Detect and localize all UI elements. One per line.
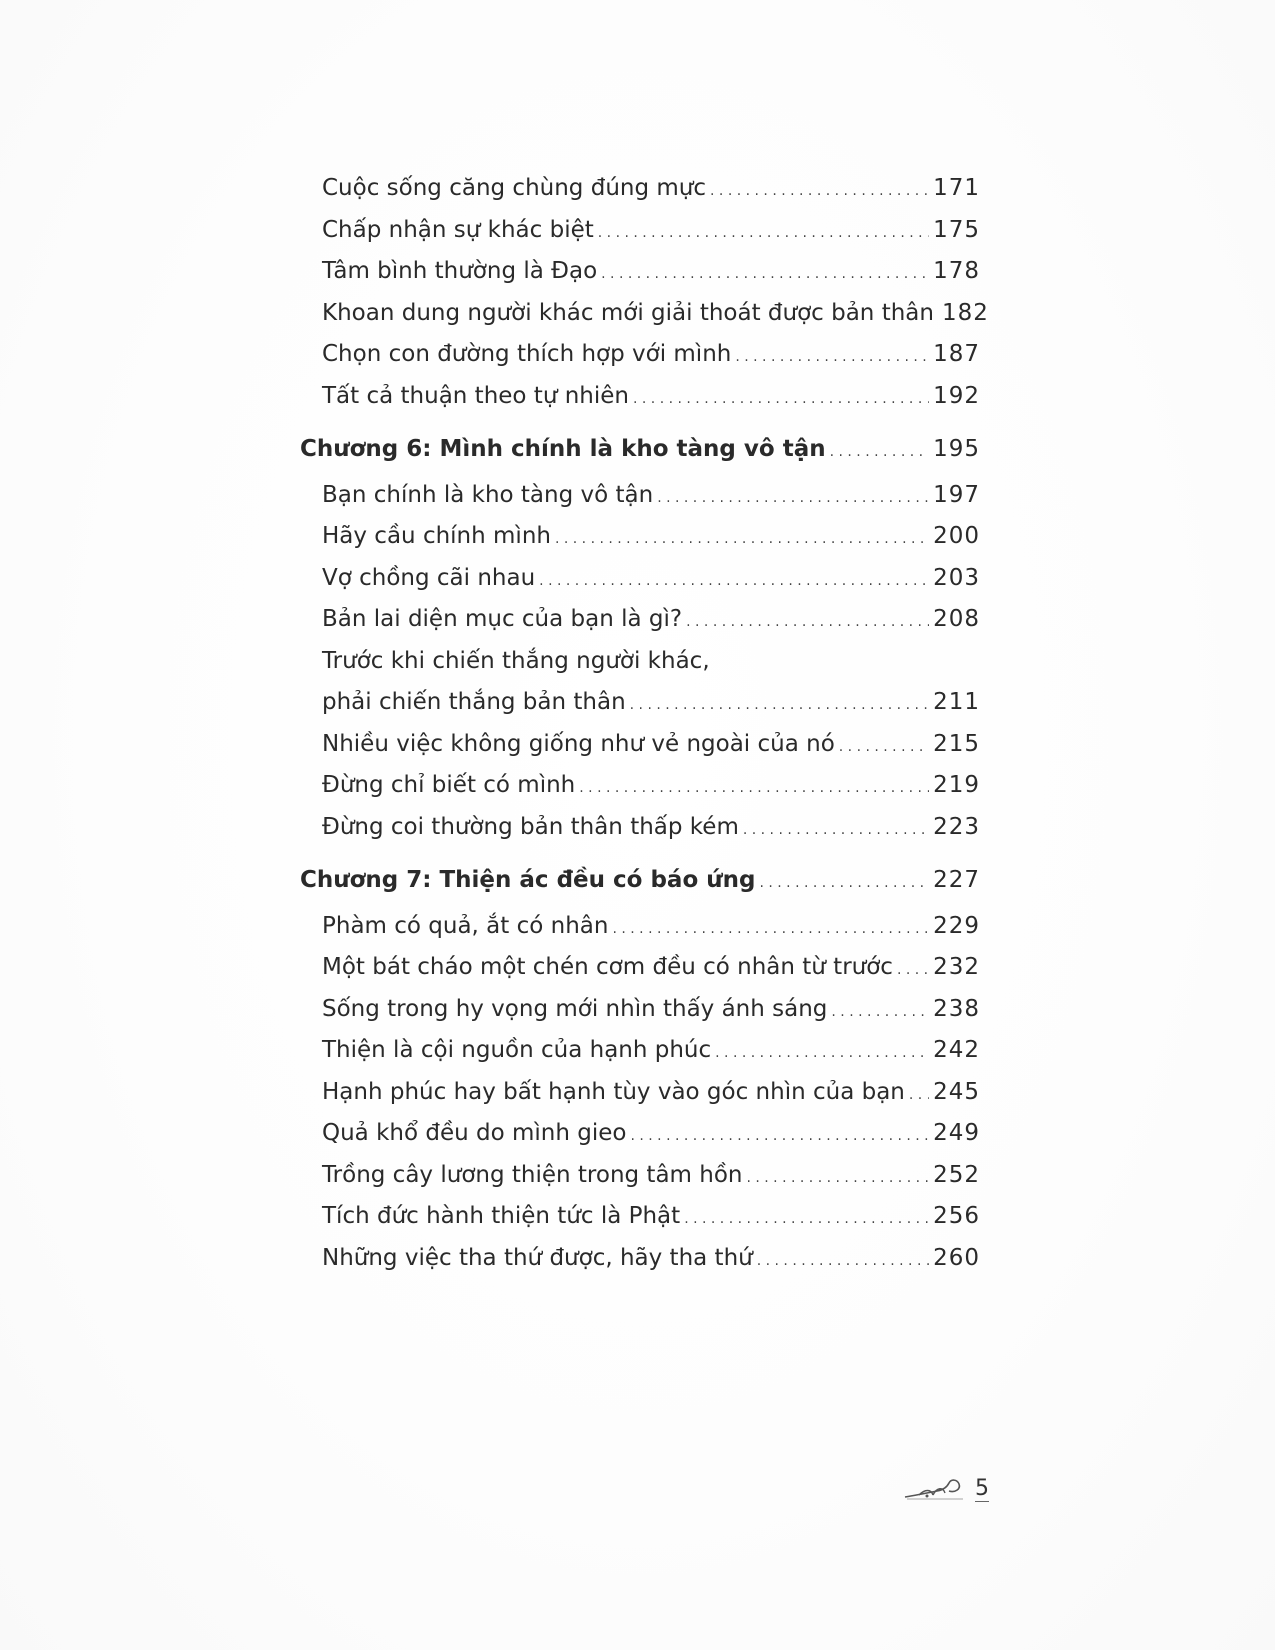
toc-entry[interactable] — [300, 1072, 980, 1114]
toc-entry-page: 192 — [933, 382, 980, 409]
dot-leader — [630, 682, 929, 727]
toc-entry-title: Đừng coi thường bản thân thấp kém — [322, 813, 739, 840]
toc-entry-page: 208 — [933, 606, 980, 632]
toc-entry-title: Khoan dung người khác mới giải thoát được bản thân — [322, 299, 934, 326]
toc-entry-page: 238 — [933, 995, 980, 1022]
toc-entry[interactable] — [300, 807, 980, 849]
toc-entry[interactable] — [300, 1030, 980, 1072]
toc-entry-title: Cuộc sống căng chùng đúng mực — [322, 175, 707, 201]
toc-entry-title: Tích đức hành thiện tức là Phật — [322, 1203, 681, 1229]
toc-entry-title: Hạnh phúc hay bất hạnh tùy vào góc nhìn của bạn — [322, 1078, 905, 1105]
toc-entry-title: Tâm bình thường là Đạo — [322, 258, 598, 284]
toc-entry-page: 256 — [933, 1203, 980, 1229]
dot-leader — [831, 989, 929, 1034]
dot-leader — [830, 429, 929, 474]
decorative-swirl-icon — [903, 1475, 973, 1503]
toc-entry[interactable] — [300, 1196, 980, 1238]
toc-entry-title: Bạn chính là kho tàng vô tận — [322, 481, 654, 508]
dot-leader — [539, 558, 929, 603]
dot-leader — [633, 376, 929, 421]
toc-entry-page: 187 — [933, 341, 980, 367]
toc-entry-title-line1: Trước khi chiến thắng người khác, — [322, 647, 710, 674]
toc-entry-page: 200 — [933, 523, 980, 549]
toc-entry-page: 219 — [933, 772, 980, 798]
dot-leader — [630, 1113, 929, 1158]
toc-entry-page: 178 — [933, 258, 980, 284]
toc-entry-page: 211 — [933, 689, 980, 715]
toc-entry-line2 — [322, 682, 980, 724]
toc-entry[interactable] — [300, 765, 980, 807]
toc-entry[interactable] — [300, 1238, 980, 1280]
toc-entry[interactable] — [300, 334, 980, 376]
toc-entry-title: Hãy cầu chính mình — [322, 523, 551, 549]
toc-entry[interactable] — [300, 599, 980, 641]
dot-leader — [710, 168, 929, 213]
toc-entry[interactable] — [300, 168, 980, 210]
toc-entry-title: Trồng cây lương thiện trong tâm hồn — [322, 1161, 743, 1188]
dot-leader — [601, 251, 929, 296]
dot-leader — [612, 906, 929, 951]
toc-entry[interactable] — [300, 1113, 980, 1155]
toc-entry-page: 260 — [933, 1244, 980, 1271]
dot-leader — [757, 1238, 929, 1283]
chapter-page: 195 — [933, 436, 980, 462]
toc-entry[interactable] — [300, 947, 980, 989]
toc-entry-title: Bản lai diện mục của bạn là gì? — [322, 606, 683, 632]
dot-leader — [715, 1030, 929, 1075]
toc-entry[interactable] — [300, 475, 980, 517]
chapter-title: Chương 7: Thiện ác đều có báo ứng — [300, 867, 756, 893]
toc-entry[interactable] — [300, 210, 980, 252]
dot-leader — [657, 475, 929, 520]
toc-entry[interactable] — [300, 1155, 980, 1197]
toc-entry-page: 175 — [933, 216, 980, 243]
dot-leader — [555, 516, 929, 561]
toc-entry-title: Đừng chỉ biết có mình — [322, 772, 576, 798]
toc-entry-page: 229 — [933, 912, 980, 939]
dot-leader — [909, 1072, 929, 1117]
toc-entry[interactable] — [300, 989, 980, 1031]
toc-entry[interactable] — [300, 558, 980, 600]
toc-entry-page: 242 — [933, 1037, 980, 1063]
toc-entry-title: Thiện là cội nguồn của hạnh phúc — [322, 1037, 712, 1063]
toc-entry[interactable] — [300, 906, 980, 948]
table-of-contents — [300, 168, 989, 1279]
dot-leader — [684, 1196, 929, 1241]
toc-entry-page: 182 — [941, 299, 989, 326]
toc-entry-two-line[interactable] — [300, 641, 980, 724]
toc-entry-page: 232 — [933, 954, 980, 980]
toc-entry-page: 197 — [933, 481, 980, 508]
toc-entry-title: Một bát cháo một chén cơm đều có nhân từ trước — [322, 954, 893, 980]
dot-leader — [897, 947, 929, 992]
toc-entry[interactable] — [300, 724, 980, 766]
dot-leader — [839, 724, 929, 769]
page-number: 5 — [975, 1475, 989, 1501]
toc-entry-page: 223 — [933, 813, 980, 840]
toc-chapter-6[interactable] — [300, 429, 980, 471]
toc-entry[interactable] — [300, 516, 980, 558]
toc-entry-page: 252 — [933, 1161, 980, 1188]
toc-entry-title: Chấp nhận sự khác biệt — [322, 216, 594, 243]
toc-entry-page: 249 — [933, 1120, 980, 1146]
page-folio — [903, 1475, 989, 1503]
toc-entry-page: 171 — [933, 175, 980, 201]
dot-leader — [735, 334, 929, 379]
toc-entry-title: Chọn con đường thích hợp với mình — [322, 341, 732, 367]
toc-entry[interactable] — [300, 376, 980, 418]
toc-chapter-7[interactable] — [300, 860, 980, 902]
dot-leader — [579, 765, 929, 810]
toc-entry-title: Tất cả thuận theo tự nhiên — [322, 382, 629, 409]
toc-entry-title: Nhiều việc không giống như vẻ ngoài của nó — [322, 730, 835, 757]
toc-entry-page: 215 — [933, 730, 980, 757]
toc-entry-title: Quả khổ đều do mình gieo — [322, 1120, 627, 1146]
dot-leader — [759, 860, 929, 905]
toc-entry[interactable] — [300, 251, 980, 293]
toc-entry-page: 245 — [933, 1078, 980, 1105]
toc-entry-title: Phàm có quả, ắt có nhân — [322, 912, 609, 939]
toc-entry-title: Vợ chồng cãi nhau — [322, 564, 536, 591]
toc-entry[interactable] — [300, 293, 989, 335]
toc-entry-page: 203 — [933, 564, 980, 591]
toc-entry-title-line2: phải chiến thắng bản thân — [322, 689, 626, 715]
chapter-page: 227 — [933, 867, 980, 893]
dot-leader — [686, 599, 929, 644]
toc-entry-title: Sống trong hy vọng mới nhìn thấy ánh sáng — [322, 995, 828, 1022]
chapter-title: Chương 6: Mình chính là kho tàng vô tận — [300, 436, 826, 462]
toc-entry-title: Những việc tha thứ được, hãy tha thứ — [322, 1244, 753, 1271]
dot-leader — [746, 1155, 929, 1200]
dot-leader — [598, 210, 929, 255]
dot-leader — [743, 807, 929, 852]
